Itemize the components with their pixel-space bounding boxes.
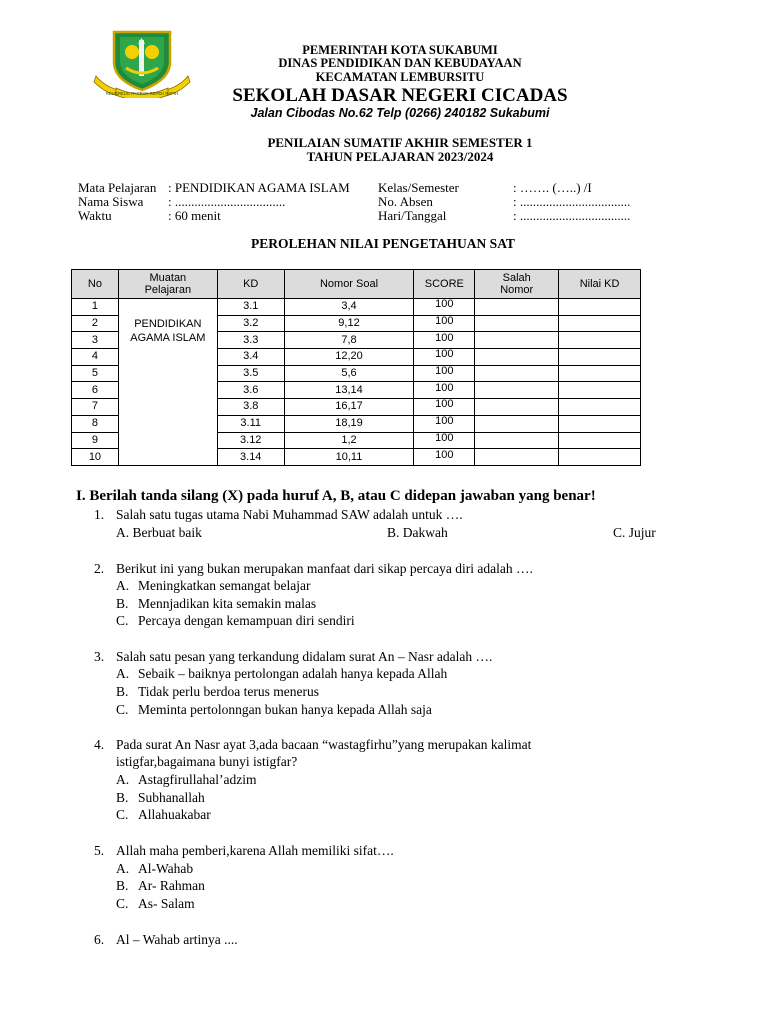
row-score: [414, 382, 475, 399]
score-value: 100: [435, 398, 454, 411]
row-no: 9: [72, 432, 119, 449]
question-number: 2.: [94, 561, 105, 576]
row-salah[interactable]: [475, 349, 559, 366]
option-text: Astagfirullahal’adzim: [138, 772, 257, 787]
row-soal: 18,19: [284, 415, 414, 432]
option-text: Sebaik – baiknya pertolongan adalah hanya kepada Allah: [138, 666, 448, 681]
option-text: As- Salam: [138, 896, 195, 911]
row-soal: 12,20: [284, 349, 414, 366]
score-value: 100: [435, 348, 454, 361]
row-kd: 3.12: [217, 432, 284, 449]
option-letter: A.: [116, 666, 130, 681]
score-value: 100: [435, 415, 454, 428]
row-no: 4: [72, 349, 119, 366]
row-salah[interactable]: [475, 332, 559, 349]
option-letter: C.: [116, 896, 129, 911]
score-value: 100: [435, 298, 454, 311]
subject-line2: AGAMA ISLAM: [130, 332, 206, 344]
question-text: Salah satu tugas utama Nabi Muhammad SAW adalah untuk ….: [116, 507, 463, 522]
row-score: [414, 315, 475, 332]
header-salah-nomor: [475, 270, 559, 299]
date-label: Hari/Tanggal: [378, 208, 447, 223]
row-soal: 16,17: [284, 399, 414, 416]
row-score: [414, 299, 475, 316]
row-nilai[interactable]: [559, 349, 641, 366]
subject-line1: PENDIDIKAN: [134, 318, 202, 330]
school-address: Jalan Cibodas No.62 Telp (0266) 240182 Sukabumi: [250, 106, 550, 120]
row-score: [414, 349, 475, 366]
option-text: Tidak perlu berdoa terus menerus: [138, 684, 319, 699]
subject-label: Mata Pelajaran: [78, 180, 157, 195]
row-no: 7: [72, 399, 119, 416]
option-letter: A.: [116, 861, 130, 876]
row-nilai[interactable]: [559, 382, 641, 399]
row-soal: 10,11: [284, 449, 414, 466]
option-b[interactable]: B. Dakwah: [387, 525, 448, 540]
row-nilai[interactable]: [559, 365, 641, 382]
row-salah[interactable]: [475, 399, 559, 416]
option-text: Meminta pertolonngan bukan hanya kepada Allah saja: [138, 702, 432, 717]
score-value: 100: [435, 381, 454, 394]
row-kd: 3.5: [217, 365, 284, 382]
header-muatan: [118, 270, 217, 299]
header-no: No: [72, 270, 119, 299]
row-score: [414, 449, 475, 466]
class-field: : ……. (…..) /I: [513, 180, 592, 195]
row-kd: 3.4: [217, 349, 284, 366]
time-label: Waktu: [78, 208, 112, 223]
row-score: [414, 399, 475, 416]
option-letter: B.: [116, 596, 129, 611]
row-score: [414, 415, 475, 432]
header-muatan-line2: Pelajaran: [144, 284, 192, 296]
header-nomor-soal: Nomor Soal: [284, 270, 414, 299]
row-score: [414, 365, 475, 382]
option-a[interactable]: A. Berbuat baik: [116, 525, 202, 540]
row-no: 10: [72, 449, 119, 466]
row-soal: 5,6: [284, 365, 414, 382]
row-salah[interactable]: [475, 382, 559, 399]
row-salah[interactable]: [475, 365, 559, 382]
row-nilai[interactable]: [559, 399, 641, 416]
row-score: [414, 432, 475, 449]
exam-title: PENILAIAN SUMATIF AKHIR SEMESTER 1: [267, 135, 533, 150]
city-emblem-icon: [92, 28, 192, 98]
row-nilai[interactable]: [559, 432, 641, 449]
row-soal: 1,2: [284, 432, 414, 449]
time-value: : 60 menit: [168, 208, 221, 223]
row-nilai[interactable]: [559, 449, 641, 466]
row-kd: 3.2: [217, 315, 284, 332]
option-letter: B.: [116, 790, 129, 805]
absence-no-field: : ..................................: [513, 194, 631, 209]
question-number: 6.: [94, 932, 105, 947]
absence-no-label: No. Absen: [378, 194, 433, 209]
question-number: 4.: [94, 737, 105, 752]
header-kd: KD: [217, 270, 284, 299]
row-no: 1: [72, 299, 119, 316]
row-soal: 3,4: [284, 299, 414, 316]
section-i-heading: I. Berilah tanda silang (X) pada huruf A, B, atau C didepan jawaban yang benar!: [76, 488, 596, 504]
row-nilai[interactable]: [559, 332, 641, 349]
header-muatan-line1: Muatan: [149, 272, 187, 284]
score-value: 100: [435, 448, 454, 461]
question-text: Berikut ini yang bukan merupakan manfaat dari sikap percaya diri adalah ….: [116, 561, 533, 576]
score-section-title: PEROLEHAN NILAI PENGETAHUAN SAT: [251, 236, 515, 251]
option-text: Subhanallah: [138, 790, 205, 805]
row-nilai[interactable]: [559, 415, 641, 432]
date-field: : ..................................: [513, 208, 631, 223]
question-text: Salah satu pesan yang terkandung didalam surat An – Nasr adalah ….: [116, 649, 493, 664]
row-no: 2: [72, 315, 119, 332]
question-text: Al – Wahab artinya ....: [116, 932, 238, 947]
header-government: PEMERINTAH KOTA SUKABUMI: [302, 43, 498, 57]
row-no: 5: [72, 365, 119, 382]
header-salah-line1: Salah: [502, 272, 531, 284]
student-name-field: : ..................................: [168, 194, 286, 209]
option-letter: A.: [116, 578, 130, 593]
row-kd: 3.6: [217, 382, 284, 399]
subject-value: : PENDIDIKAN AGAMA ISLAM: [168, 180, 350, 195]
row-salah[interactable]: [475, 432, 559, 449]
question-text-continued: istigfar,bagaimana bunyi istigfar?: [116, 754, 298, 769]
row-soal: 7,8: [284, 332, 414, 349]
exam-year: TAHUN PELAJARAN 2023/2024: [306, 149, 494, 164]
question-text: Allah maha pemberi,karena Allah memiliki sifat….: [116, 843, 394, 858]
header-salah-line2: Nomor: [500, 284, 534, 296]
option-letter: B.: [116, 684, 129, 699]
option-c[interactable]: C. Jujur: [613, 525, 656, 540]
question-number: 1.: [94, 507, 105, 522]
score-value: 100: [435, 331, 454, 344]
row-kd: 3.8: [217, 399, 284, 416]
row-no: 3: [72, 332, 119, 349]
row-kd: 3.1: [217, 299, 284, 316]
option-letter: C.: [116, 702, 129, 717]
score-value: 100: [435, 431, 454, 444]
option-text: Meningkatkan semangat belajar: [138, 578, 311, 593]
subject-cell: [118, 299, 217, 466]
row-no: 6: [72, 382, 119, 399]
row-kd: 3.3: [217, 332, 284, 349]
score-table: [71, 269, 641, 466]
row-soal: 9,12: [284, 315, 414, 332]
option-letter: B.: [116, 878, 129, 893]
row-nilai[interactable]: [559, 315, 641, 332]
option-text: Mennjadikan kita semakin malas: [138, 596, 317, 611]
student-name-label: Nama Siswa: [78, 194, 144, 209]
header-score: SCORE: [414, 270, 475, 299]
row-salah[interactable]: [475, 315, 559, 332]
row-salah[interactable]: [475, 415, 559, 432]
option-text: Ar- Rahman: [138, 878, 205, 893]
row-soal: 13,14: [284, 382, 414, 399]
class-label: Kelas/Semester: [378, 180, 459, 195]
question-number: 5.: [94, 843, 105, 858]
table-row: [72, 299, 641, 316]
option-letter: C.: [116, 613, 129, 628]
row-no: 8: [72, 415, 119, 432]
row-nilai[interactable]: [559, 299, 641, 316]
row-score: [414, 332, 475, 349]
score-value: 100: [435, 365, 454, 378]
header-nilai-kd: Nilai KD: [559, 270, 641, 299]
row-kd: 3.14: [217, 449, 284, 466]
school-name: SEKOLAH DASAR NEGERI CICADAS: [232, 85, 568, 106]
option-letter: C.: [116, 807, 129, 822]
row-salah[interactable]: [475, 449, 559, 466]
header-district: KECAMATAN LEMBURSITU: [315, 70, 485, 84]
logo-motto: REUGREUG PAGEUH REPEH RAPIH: [105, 91, 179, 96]
question-number: 3.: [94, 649, 105, 664]
option-text: Allahuakabar: [138, 807, 211, 822]
header-department: DINAS PENDIDIKAN DAN KEBUDAYAAN: [278, 56, 522, 70]
score-table-header: [72, 270, 641, 299]
question-text: Pada surat An Nasr ayat 3,ada bacaan “wastagfirhu”yang merupakan kalimat: [116, 737, 532, 752]
score-value: 100: [435, 315, 454, 328]
option-text: Percaya dengan kemampuan diri sendiri: [138, 613, 355, 628]
option-letter: A.: [116, 772, 130, 787]
row-salah[interactable]: [475, 299, 559, 316]
option-text: Al-Wahab: [138, 861, 194, 876]
row-kd: 3.11: [217, 415, 284, 432]
